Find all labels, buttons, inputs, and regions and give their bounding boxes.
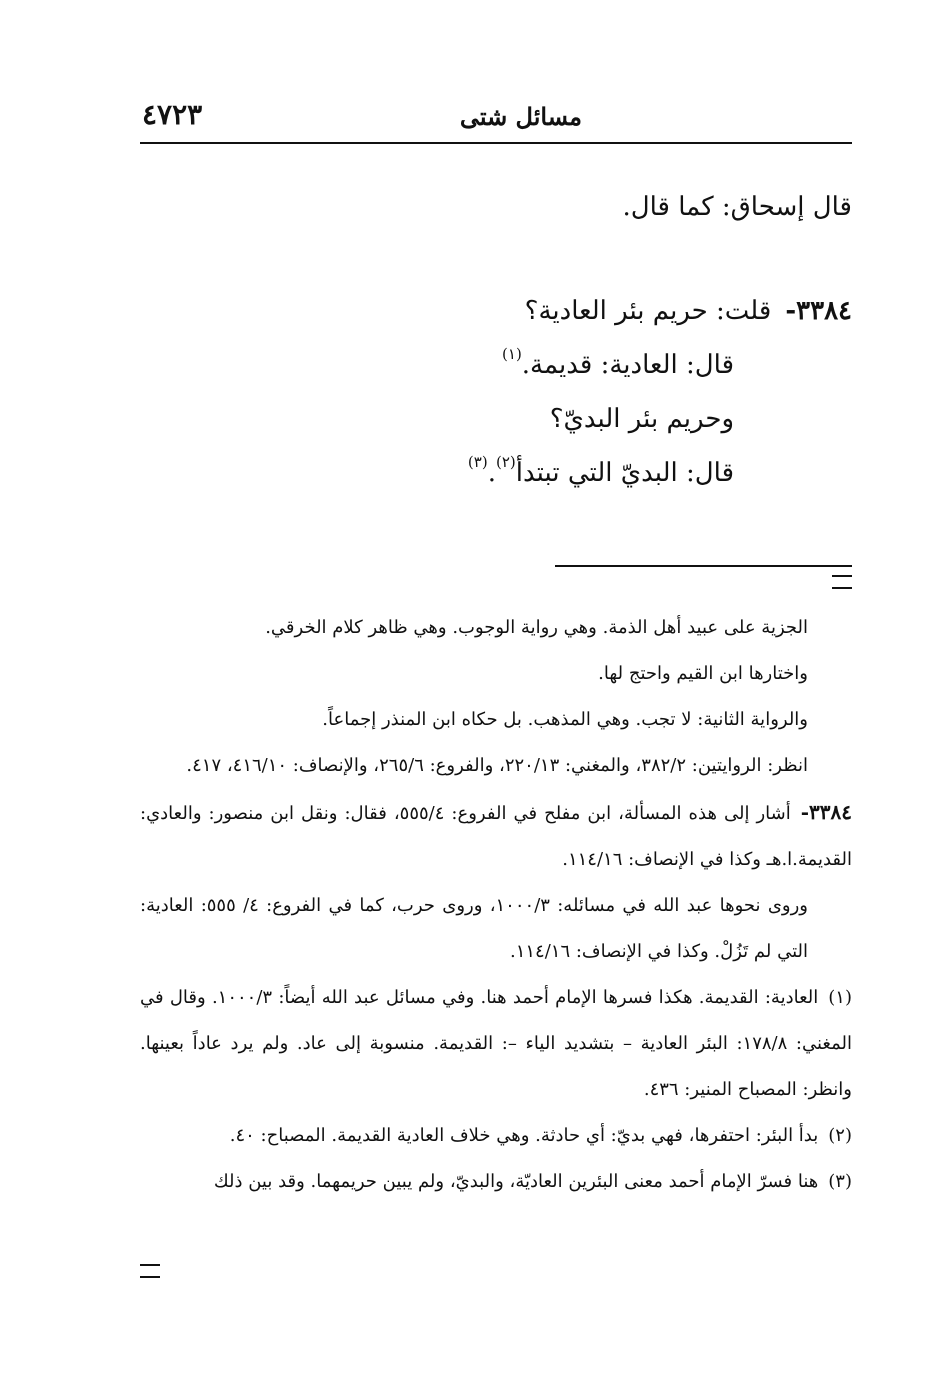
carry-over-line-2: واختارها ابن القيم واحتج لها. bbox=[598, 663, 808, 684]
answer-2-text: قال: البديّ التي تبتدأ bbox=[515, 458, 734, 488]
note-3384 bbox=[140, 789, 852, 883]
footnote-ref-2: (٢) bbox=[495, 453, 516, 471]
continuation-mark-bottom bbox=[140, 1264, 160, 1278]
ishaq-line: قال إسحاق: كما قال. bbox=[622, 192, 852, 222]
answer-1-text: قال: العادية: قديمة. bbox=[521, 350, 734, 380]
header-title: مسائل شتى bbox=[459, 102, 582, 131]
note-3384-para-2: وروى نحوها عبد الله في مسائله: ١٠٠٠/٣، وروى حرب، كما في الفروع: ٤/ ٥٥٥: العادية: التي لم تَزُلْ. وكذا في الإنصاف: ١١٤/١٦. bbox=[140, 895, 808, 962]
paragraph-gap bbox=[252, 234, 852, 284]
answer-line-2 bbox=[252, 446, 852, 500]
question-line-2 bbox=[252, 392, 852, 446]
footnote-ref-3: (٣) bbox=[467, 453, 488, 471]
footnote-3-text: هنا فسرّ الإمام أحمد معنى البئرين العاديّة، والبديّ، ولم يبين حريمهما. وقد بين ذلك bbox=[213, 1171, 819, 1192]
main-text bbox=[252, 180, 852, 500]
footnote-separator bbox=[555, 565, 852, 567]
question-text: قلت: حريم بئر العادية؟ bbox=[524, 296, 772, 326]
question-line bbox=[252, 284, 852, 338]
footnote-1-text: العادية: القديمة. هكذا فسرها الإمام أحمد هنا. وفي مسائل عبد الله أيضاً: ١٠٠٠/٣. وقال في المغني: ١٧٨/٨: البئر العادية – بتشديد الياء –: القديمة. منسوبة إلى عاد. ولم يرد عاداً بعينها. وانظر: المصباح المنير: ٤٣٦. bbox=[140, 987, 852, 1100]
carry-over-line-3: والرواية الثانية: لا تجب. وهي المذهب. بل حكاه ابن المنذر إجماعاً. bbox=[322, 709, 808, 730]
page-number: ٤٧٢٣ bbox=[142, 98, 203, 131]
footnote-2-number: (٢) bbox=[828, 1125, 852, 1146]
footnote-ref-1: (١) bbox=[502, 345, 522, 363]
footnote-3-number: (٣) bbox=[828, 1171, 852, 1192]
footnote-2 bbox=[140, 1113, 852, 1159]
answer-line-1 bbox=[252, 338, 852, 392]
note-3384-number: ٣٣٨٤- bbox=[800, 800, 852, 824]
note-3384-text-1: أشار إلى هذه المسألة، ابن مفلح في الفروع: ٥٥٥/٤، فقال: ونقل ابن منصور: والعادي: القديمة.ا.هـ وكذا في الإنصاف: ١١٤/١٦. bbox=[140, 803, 852, 870]
footnote-1 bbox=[140, 975, 852, 1113]
running-header bbox=[140, 96, 852, 140]
continuation-mark-top bbox=[832, 575, 852, 589]
footnote-1-number: (١) bbox=[828, 987, 852, 1008]
question-2-text: وحريم بئر البديّ؟ bbox=[549, 404, 734, 434]
carry-over-line-4: انظر: الروايتين: ٣٨٢/٢، والمغني: ٢٢٠/١٣، والفروع: ٢٦٥/٦، والإنصاف: ٤١٦/١٠، ٤١٧. bbox=[186, 755, 808, 776]
header-rule bbox=[140, 142, 852, 144]
question-number: ٣٣٨٤- bbox=[785, 296, 852, 326]
carry-over-line-1: الجزية على عبيد أهل الذمة. وهي رواية الوجوب. وهي ظاهر كلام الخرقي. bbox=[265, 617, 808, 638]
footnote-2-text: بدأ البئر: احتفرها، فهي بديّ: أي حادثة. وهي خلاف العادية القديمة. المصباح: ٤٠. bbox=[229, 1125, 819, 1146]
footnotes bbox=[140, 605, 852, 1205]
footnote-3 bbox=[140, 1159, 852, 1205]
answer-2-dot: . bbox=[487, 458, 496, 488]
